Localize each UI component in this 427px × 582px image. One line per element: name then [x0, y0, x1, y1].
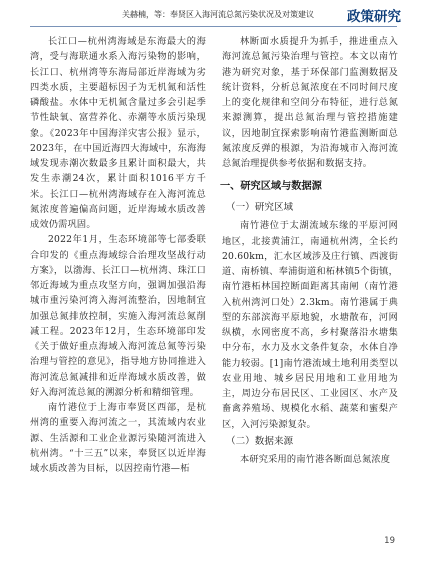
paragraph-study-area: 南竹港位于太湖流域东缘的平原河网地区，北接黄浦江，南通杭州湾，全长约20.60km，汇水区域涉及庄行镇、西渡街道、南桥镇、奉浦街道和柘林镇5个街镇，南竹港柘林国控断面距离其南闸（南竹港入杭州湾河口处）2.3km。南竹港属于典型的东部滨海平原地貌，水塘散布，河网纵横，水网密度不高，乡村聚落沿水塘集中分布，水力及水文条件复杂，水体自净能力较弱。[1]南竹港流域土地利用类型以农业用地、城乡居民用地和工业用地为主，周边分布居民区、工业园区、水产及畜禽养殖场、规模化水稻、蔬菜和蜜梨产区，入河污染源复杂。 [222, 220, 398, 430]
paragraph-data-source: 本研究采用的南竹港各断面总氮浓度 [240, 453, 391, 465]
page-number: 19 [384, 536, 395, 546]
section-heading-study-area-data: 一、研究区域与数据源 [220, 181, 322, 193]
subheading-data-source: （二）数据来源 [226, 435, 294, 447]
page-header [0, 0, 427, 30]
running-title: 关赫楠，等：奉贤区入海河流总氮污染状况及对策建议 [122, 10, 314, 19]
right-column [222, 34, 398, 467]
subheading-study-area: （一）研究区域 [226, 202, 294, 214]
paragraph-research-aim: 林断面水质提升为抓手，推进重点入海河流总氮污染治理与管控。本文以南竹港为研究对象，基于环保部门监测数据及统计资料，分析总氮浓度在不同时间尺度上的变化规律和空间分布特征，进行总氮来源测算，提出总氮治理与管控措施建议，因地制宜探索影响南竹港监测断面总氮浓度反弹的根源，为沿海城市入海河流总氮治理提供参考依据和数据支持。 [222, 36, 398, 169]
journal-section-name: 政策研究 [347, 9, 401, 25]
left-column [30, 34, 206, 476]
header-divider [30, 26, 397, 27]
paragraph-background: 长江口—杭州湾海域是东海最大的海湾，受与海联通水系入海污染物的影响，长江口、杭州湾等东海局部近岸海域为劣四类水质，主要超标因子为无机氮和活性磷酸盐。水体中无机氮含量过多会引起季节性缺氧、富营养化、赤潮等水质污染现象。《2023年中国海洋灾害公报》显示，2023年，在中国近海四大海域中，东海海域发现赤潮次数最多且累计面积最大，共发生赤潮24次，累计面积1016平方千米。长江口—杭州湾海域存在入海河流总氮浓度普遍偏高问题，近岸海域水质改善成效仍需巩固。 [30, 36, 206, 230]
paragraph-policy: 2022年1月，生态环境部等七部委联合印发的《重点海域综合治理攻坚战行动方案》，以渤海、长江口—杭州湾、珠江口邻近海域为重点攻坚方向，强调加强沿海城市重污染河湾入海河流整治，因地制宜加强总氮排放控制，实施入海河流总氮削减工程。2023年12月，生态环境部印发《关于做好重点海域入海河流总氮等污染治理与管控的意见》，指导地方协同推进入海河流总氮减排和近岸海域水质改善，做好入海河流总氮的溯源分析和精细管理。 [30, 234, 206, 398]
paragraph-nanzhugang-intro: 南竹港位于上海市奉贤区西部，是杭州湾的重要入海河流之一，其流域内农业源、生活源和工业企业源污染随河流进入杭州湾。“十三五”以来，奉贤区以近岸海域水质改善为目标，以因控南竹港—柘 [30, 402, 206, 474]
